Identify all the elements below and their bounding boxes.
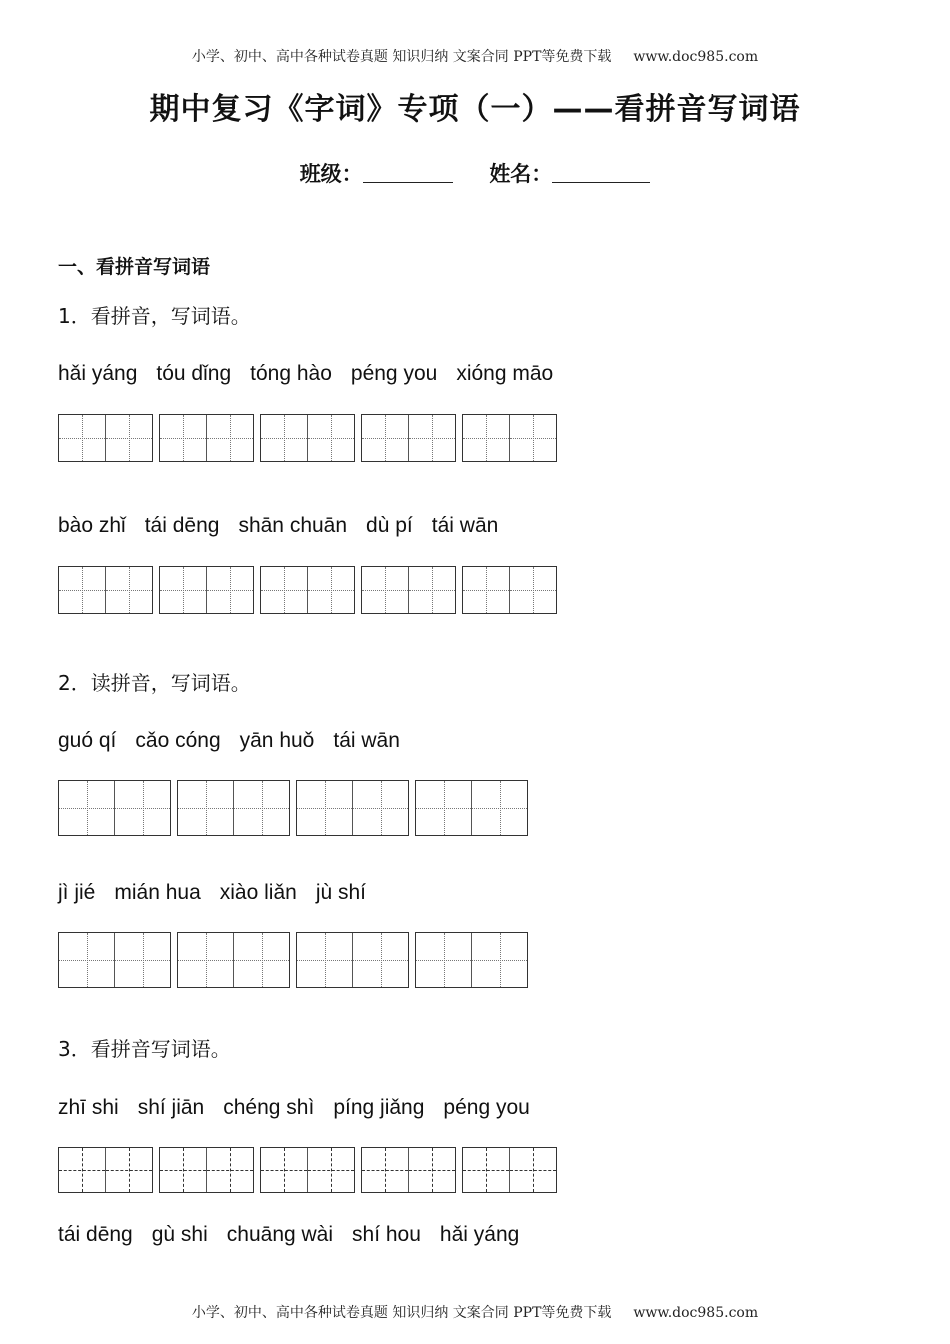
pinyin-word: shí jiān xyxy=(137,1096,205,1119)
class-blank[interactable] xyxy=(363,182,453,183)
pinyin-word: jù shí xyxy=(315,881,367,904)
tianzige-cell[interactable] xyxy=(362,415,409,461)
pinyin-word: péng you xyxy=(443,1096,530,1119)
pinyin-word: bào zhǐ xyxy=(58,514,126,537)
q1-writing-row-1[interactable] xyxy=(58,414,563,462)
tianzige-cell[interactable] xyxy=(106,1148,152,1192)
tianzige-cell[interactable] xyxy=(353,781,408,835)
tianzige-cell[interactable] xyxy=(59,933,115,987)
tianzige-cell[interactable] xyxy=(59,415,106,461)
tianzige-cell[interactable] xyxy=(207,415,253,461)
section-heading: 一、看拼音写词语 xyxy=(58,256,211,278)
q1-writing-row-2[interactable] xyxy=(58,566,563,614)
tianzige-cell[interactable] xyxy=(59,1148,106,1192)
tianzige-word-box[interactable] xyxy=(260,566,355,614)
tianzige-cell[interactable] xyxy=(362,567,409,613)
pinyin-word: jì jié xyxy=(58,881,96,904)
q1-pinyin-row-2 xyxy=(58,514,517,538)
tianzige-cell[interactable] xyxy=(416,933,472,987)
pinyin-word: yān huǒ xyxy=(239,729,315,752)
pinyin-word: tái dēng xyxy=(144,514,220,537)
tianzige-cell[interactable] xyxy=(106,415,152,461)
tianzige-cell[interactable] xyxy=(353,933,408,987)
pinyin-word: zhī shi xyxy=(58,1096,119,1119)
tianzige-cell[interactable] xyxy=(409,415,455,461)
pinyin-word: chéng shì xyxy=(223,1096,315,1119)
tianzige-cell[interactable] xyxy=(308,415,354,461)
pinyin-word: tóu dǐng xyxy=(156,362,232,385)
tianzige-cell[interactable] xyxy=(510,1148,556,1192)
pinyin-word: tái wān xyxy=(431,514,499,537)
tianzige-word-box[interactable] xyxy=(58,566,153,614)
page-header xyxy=(0,46,950,66)
pinyin-word: shí hou xyxy=(352,1223,421,1246)
tianzige-word-box[interactable] xyxy=(296,780,409,836)
tianzige-cell[interactable] xyxy=(297,933,353,987)
tianzige-word-box[interactable] xyxy=(462,1147,557,1193)
pinyin-word: dù pí xyxy=(366,514,413,537)
tianzige-word-box[interactable] xyxy=(462,566,557,614)
tianzige-cell[interactable] xyxy=(472,933,527,987)
tianzige-cell[interactable] xyxy=(409,1148,455,1192)
tianzige-word-box[interactable] xyxy=(58,1147,153,1193)
tianzige-cell[interactable] xyxy=(178,933,234,987)
tianzige-cell[interactable] xyxy=(160,1148,207,1192)
tianzige-cell[interactable] xyxy=(261,1148,308,1192)
tianzige-word-box[interactable] xyxy=(58,780,171,836)
tianzige-word-box[interactable] xyxy=(260,1147,355,1193)
tianzige-word-box[interactable] xyxy=(159,1147,254,1193)
q2-writing-row-2[interactable] xyxy=(58,932,534,988)
pinyin-word: tái wān xyxy=(333,729,400,752)
tianzige-cell[interactable] xyxy=(463,1148,510,1192)
tianzige-word-box[interactable] xyxy=(361,414,456,462)
question-3-label: 3．看拼音写词语。 xyxy=(58,1037,231,1061)
pinyin-word: píng jiǎng xyxy=(333,1096,425,1119)
q2-pinyin-row-1 xyxy=(58,729,419,753)
tianzige-cell[interactable] xyxy=(59,781,115,835)
tianzige-cell[interactable] xyxy=(308,567,354,613)
pinyin-word: hǎi yáng xyxy=(58,362,138,385)
tianzige-word-box[interactable] xyxy=(260,414,355,462)
tianzige-cell[interactable] xyxy=(308,1148,354,1192)
footer-text: 小学、初中、高中各种试卷真题 知识归纳 文案合同 PPT等免费下载 xyxy=(191,1305,612,1321)
tianzige-cell[interactable] xyxy=(297,781,353,835)
tianzige-cell[interactable] xyxy=(106,567,152,613)
tianzige-cell[interactable] xyxy=(115,933,170,987)
tianzige-word-box[interactable] xyxy=(177,780,290,836)
tianzige-word-box[interactable] xyxy=(415,932,528,988)
tianzige-cell[interactable] xyxy=(207,567,253,613)
pinyin-word: xiào liǎn xyxy=(219,881,297,904)
tianzige-cell[interactable] xyxy=(234,781,289,835)
tianzige-cell[interactable] xyxy=(510,567,556,613)
tianzige-cell[interactable] xyxy=(115,781,170,835)
tianzige-cell[interactable] xyxy=(463,567,510,613)
tianzige-cell[interactable] xyxy=(472,781,527,835)
tianzige-cell[interactable] xyxy=(416,781,472,835)
q3-pinyin-row-1 xyxy=(58,1096,549,1120)
pinyin-word: guó qí xyxy=(58,729,117,752)
question-2-label: 2．读拼音，写词语。 xyxy=(58,671,251,695)
tianzige-word-box[interactable] xyxy=(159,566,254,614)
tianzige-word-box[interactable] xyxy=(58,932,171,988)
tianzige-word-box[interactable] xyxy=(296,932,409,988)
tianzige-cell[interactable] xyxy=(160,415,207,461)
question-1-label: 1．看拼音，写词语。 xyxy=(58,304,251,328)
footer-url: www.doc985.com xyxy=(633,1305,759,1321)
header-text: 小学、初中、高中各种试卷真题 知识归纳 文案合同 PPT等免费下载 xyxy=(191,49,612,65)
pinyin-word: chuāng wài xyxy=(226,1223,334,1246)
tianzige-cell[interactable] xyxy=(59,567,106,613)
tianzige-word-box[interactable] xyxy=(177,932,290,988)
tianzige-cell[interactable] xyxy=(463,415,510,461)
class-label: 班级： xyxy=(299,162,363,186)
tianzige-cell[interactable] xyxy=(207,1148,253,1192)
tianzige-cell[interactable] xyxy=(409,567,455,613)
pinyin-word: shān chuān xyxy=(238,514,348,537)
pinyin-word: péng you xyxy=(350,362,438,385)
q3-writing-row-1[interactable] xyxy=(58,1147,563,1193)
q2-writing-row-1[interactable] xyxy=(58,780,534,836)
q3-pinyin-row-2 xyxy=(58,1223,538,1247)
student-info-line xyxy=(0,158,950,188)
tianzige-cell[interactable] xyxy=(234,933,289,987)
tianzige-cell[interactable] xyxy=(261,567,308,613)
name-label: 姓名： xyxy=(489,162,553,186)
header-url: www.doc985.com xyxy=(633,49,759,65)
tianzige-cell[interactable] xyxy=(261,415,308,461)
tianzige-cell[interactable] xyxy=(510,415,556,461)
pinyin-word: tóng hào xyxy=(250,362,332,385)
q2-pinyin-row-2 xyxy=(58,881,385,905)
tianzige-cell[interactable] xyxy=(160,567,207,613)
tianzige-word-box[interactable] xyxy=(58,414,153,462)
page-title: 期中复习《字词》专项（一）——看拼音写词语 xyxy=(149,92,801,127)
pinyin-word: tái dēng xyxy=(58,1223,133,1246)
tianzige-cell[interactable] xyxy=(178,781,234,835)
tianzige-word-box[interactable] xyxy=(462,414,557,462)
pinyin-word: cǎo cóng xyxy=(135,729,221,752)
tianzige-cell[interactable] xyxy=(362,1148,409,1192)
page-footer xyxy=(0,1302,950,1322)
name-blank[interactable] xyxy=(552,182,650,183)
pinyin-word: gù shi xyxy=(151,1223,208,1246)
pinyin-word: hǎi yáng xyxy=(439,1223,520,1246)
pinyin-word: xióng māo xyxy=(456,362,554,385)
q1-pinyin-row-1 xyxy=(58,362,572,386)
tianzige-word-box[interactable] xyxy=(361,566,456,614)
tianzige-word-box[interactable] xyxy=(159,414,254,462)
pinyin-word: mián hua xyxy=(114,881,201,904)
tianzige-word-box[interactable] xyxy=(361,1147,456,1193)
tianzige-word-box[interactable] xyxy=(415,780,528,836)
